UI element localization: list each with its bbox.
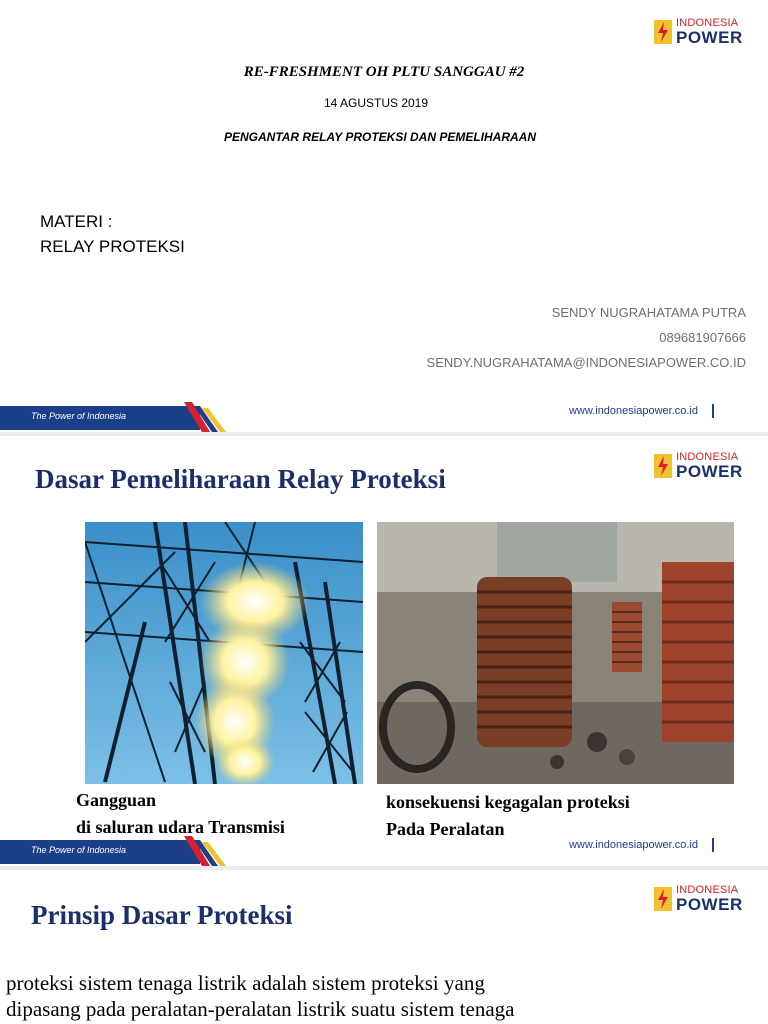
footer-separator (712, 838, 714, 852)
footer-tagline: The Power of Indonesia (31, 411, 127, 421)
footer-tagline: The Power of Indonesia (31, 845, 127, 855)
principle-slide (0, 870, 768, 1024)
body-line: dipasang pada peralatan-peralatan listrik suatu sistem tenaga (6, 997, 515, 1021)
logo-text-indonesia: INDONESIA (676, 17, 739, 29)
caption-line: Gangguan (76, 790, 157, 810)
slide-title: Dasar Pemeliharaan Relay Proteksi (35, 464, 446, 494)
presentation-date: 14 AGUSTUS 2019 (323, 96, 429, 110)
presentation-subtitle: PENGANTAR RELAY PROTEKSI DAN PEMELIHARAAN (223, 130, 537, 144)
lightning-bolt-icon (654, 20, 672, 44)
title-slide (0, 0, 768, 432)
lightning-bolt-icon (654, 454, 672, 478)
presentation-title: RE-FRESHMENT OH PLTU SANGGAU #2 (243, 64, 525, 80)
logo-text-indonesia: INDONESIA (676, 451, 739, 463)
logo-text-power: POWER (676, 462, 743, 481)
footer-stripes-icon (180, 402, 240, 432)
footer-website: www.indonesiapower.co.id (568, 405, 698, 417)
burnt-transformer-coil-photo (377, 522, 734, 784)
transmission-tower-flashover-photo (85, 522, 363, 784)
footer-separator (712, 404, 714, 418)
slide-footer (0, 402, 768, 432)
logo-text-power: POWER (676, 28, 743, 47)
caption-transmission-fault (76, 787, 285, 841)
footer-website: www.indonesiapower.co.id (568, 839, 698, 851)
slide-title: Prinsip Dasar Proteksi (31, 900, 293, 930)
indonesia-power-logo (654, 884, 746, 914)
materi-label: MATERI : (40, 212, 113, 231)
caption-protection-failure (386, 789, 630, 843)
author-block (427, 300, 746, 375)
lightning-bolt-icon (654, 887, 672, 911)
indonesia-power-logo (654, 17, 746, 47)
materi-value: RELAY PROTEKSI (40, 237, 185, 256)
author-name: SENDY NUGRAHATAMA PUTRA (551, 305, 746, 320)
materi-block (40, 209, 185, 259)
author-phone: 089681907666 (659, 330, 746, 345)
slide-footer (0, 836, 768, 866)
caption-line: di saluran udara Transmisi (76, 817, 285, 837)
indonesia-power-logo (654, 451, 746, 481)
slide-body-text (6, 970, 766, 1022)
maintenance-slide (0, 436, 768, 866)
author-email: SENDY.NUGRAHATAMA@INDONESIAPOWER.CO.ID (426, 355, 746, 370)
logo-text-power: POWER (676, 895, 743, 914)
body-line: proteksi sistem tenaga listrik adalah sistem proteksi yang (6, 971, 485, 995)
caption-line: Pada Peralatan (386, 819, 505, 839)
caption-line: konsekuensi kegagalan proteksi (386, 792, 630, 812)
logo-text-indonesia: INDONESIA (676, 884, 739, 896)
footer-stripes-icon (180, 836, 240, 866)
